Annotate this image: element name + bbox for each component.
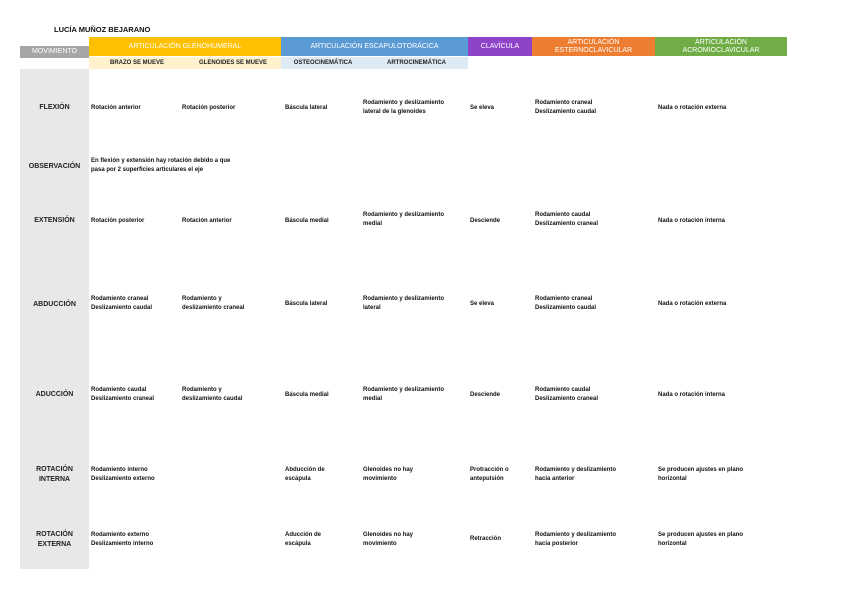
cell-line: Rotación posterior xyxy=(182,105,236,111)
cell-line: Se producen ajustes en plano xyxy=(658,532,744,538)
cell-line: Desciende xyxy=(470,392,501,398)
cell-aduccion-osteo xyxy=(285,391,329,400)
header-escapulotoracica: ARTICULACIÓN ESCAPULOTORÁCICA xyxy=(281,37,468,56)
cell-line: Rodamiento externo xyxy=(91,532,150,538)
header-clavicula: CLAVÍCULA xyxy=(468,37,532,56)
cell-line: Rodamiento craneal xyxy=(91,296,149,302)
cell-line: medial xyxy=(363,221,383,227)
cell-extension-brazo xyxy=(91,217,144,226)
cell-abduccion-clavicula xyxy=(470,300,494,309)
cell-abduccion-esternoclavicular xyxy=(535,295,596,313)
cell-abduccion-brazo xyxy=(91,295,152,313)
cell-aduccion-brazo xyxy=(91,386,154,404)
cell-rot-interna-acromioclavicular xyxy=(658,466,743,484)
cell-aduccion-esternoclavicular xyxy=(535,386,598,404)
cell-line: Rodamiento y deslizamiento xyxy=(363,296,445,302)
cell-line: Deslizamiento craneal xyxy=(91,396,155,402)
cell-line: lateral xyxy=(363,305,381,311)
cell-rot-interna-osteo xyxy=(285,466,325,484)
cell-line: Nada o rotación externa xyxy=(658,105,727,111)
observation-line: pasa por 2 superficies articulares el eje xyxy=(91,167,204,173)
cell-rot-externa-esternoclavicular xyxy=(535,531,616,549)
header-esternoclavicular-line2: ESTERNOCLAVICULAR xyxy=(554,46,633,54)
cell-line: Glenoides no hay xyxy=(363,467,414,473)
cell-line: Rodamiento craneal xyxy=(535,296,593,302)
cell-line: Deslizamiento caudal xyxy=(535,305,597,311)
row-label-rotacion-externa xyxy=(20,529,89,551)
cell-line: lateral de la glenoides xyxy=(363,109,426,115)
cell-extension-clavicula xyxy=(470,217,500,226)
cell-extension-acromioclavicular xyxy=(658,217,725,226)
cell-line: Rodamiento y deslizamiento xyxy=(535,467,617,473)
row-label-line: EXTERNA xyxy=(37,541,72,548)
cell-line: Rodamiento y deslizamiento xyxy=(363,100,445,106)
cell-line: Deslizamiento caudal xyxy=(535,109,597,115)
cell-flexion-artro xyxy=(363,99,444,117)
cell-line: Abducción de xyxy=(285,467,325,473)
cell-line: Deslizamiento caudal xyxy=(91,305,153,311)
subheader-artro: ARTROCINEMÁTICA xyxy=(365,57,468,69)
cell-line: escápula xyxy=(285,541,311,547)
cell-line: deslizamiento craneal xyxy=(182,305,245,311)
header-acromioclavicular xyxy=(655,37,787,56)
cell-aduccion-glenoides xyxy=(182,386,242,404)
cell-line: Deslizamiento interno xyxy=(91,541,154,547)
cell-line: Nada o rotación externa xyxy=(658,301,727,307)
cell-line: Deslizamiento externo xyxy=(91,476,155,482)
cell-line: escápula xyxy=(285,476,311,482)
cell-line: Rodamiento caudal xyxy=(535,387,591,393)
cell-flexion-clavicula xyxy=(470,104,494,113)
cell-line: Báscula medial xyxy=(285,392,329,398)
row-label-flexion: FLEXIÓN xyxy=(39,104,70,111)
header-glenohumeral: ARTICULACIÓN GLENOHUMERAL xyxy=(89,37,281,56)
row-label-line: INTERNA xyxy=(38,476,71,483)
cell-line: deslizamiento caudal xyxy=(182,396,243,402)
cell-line: Desciende xyxy=(470,218,501,224)
cell-rot-interna-esternoclavicular xyxy=(535,466,616,484)
cell-line: Báscula medial xyxy=(285,218,329,224)
row-label-abduccion: ABDUCCIÓN xyxy=(33,301,76,308)
cell-line: Báscula lateral xyxy=(285,301,328,307)
subheader-glenoides: GLENOIDES SE MUEVE xyxy=(185,57,281,69)
cell-line: horizontal xyxy=(658,476,687,482)
cell-line: Retracción xyxy=(470,536,502,542)
cell-line: Rodamiento y deslizamiento xyxy=(535,532,617,538)
cell-rot-externa-brazo xyxy=(91,531,153,549)
cell-line: Se eleva xyxy=(470,105,495,111)
observation-line: En flexión y extensión hay rotación debido a que xyxy=(91,158,231,164)
cell-line: Rodamiento y xyxy=(182,296,222,302)
cell-flexion-brazo xyxy=(91,104,141,113)
author-name: LUCÍA MUÑOZ BEJARANO xyxy=(54,25,151,34)
cell-line: horizontal xyxy=(658,541,687,547)
cell-extension-glenoides xyxy=(182,217,232,226)
movement-column xyxy=(20,69,89,569)
cell-line: hacia posterior xyxy=(535,541,579,547)
cell-line: Rodamiento y deslizamiento xyxy=(363,387,445,393)
cell-line: movimiento xyxy=(363,476,397,482)
cell-line: Rotación anterior xyxy=(182,218,232,224)
cell-extension-osteo xyxy=(285,217,329,226)
cell-aduccion-acromioclavicular xyxy=(658,391,725,400)
cell-abduccion-artro xyxy=(363,295,444,313)
cell-line: Rodamiento caudal xyxy=(535,212,591,218)
cell-rot-externa-osteo xyxy=(285,531,321,549)
cell-line: Báscula lateral xyxy=(285,105,328,111)
row-label-line: ROTACIÓN xyxy=(36,531,73,538)
cell-line: Rotación posterior xyxy=(91,218,145,224)
cell-line: Rodamiento interno xyxy=(91,467,148,473)
cell-aduccion-artro xyxy=(363,386,444,404)
cell-rot-interna-brazo xyxy=(91,466,155,484)
cell-line: Deslizamiento craneal xyxy=(535,221,599,227)
cell-flexion-acromioclavicular xyxy=(658,104,726,113)
cell-rot-externa-artro xyxy=(363,531,413,549)
cell-abduccion-acromioclavicular xyxy=(658,300,726,309)
subheader-osteo: OSTEOCINEMÁTICA xyxy=(281,57,365,69)
cell-line: Deslizamiento craneal xyxy=(535,396,599,402)
cell-flexion-esternoclavicular xyxy=(535,99,596,117)
cell-line: medial xyxy=(363,396,383,402)
cell-rot-externa-acromioclavicular xyxy=(658,531,743,549)
cell-aduccion-clavicula xyxy=(470,391,500,400)
cell-line: Rotación anterior xyxy=(91,105,141,111)
row-label-aduccion: ADUCCIÓN xyxy=(35,391,74,398)
header-esternoclavicular xyxy=(532,37,655,56)
cell-line: Aducción de xyxy=(285,532,322,538)
cell-line: Rodamiento craneal xyxy=(535,100,593,106)
cell-line: movimiento xyxy=(363,541,397,547)
cell-abduccion-osteo xyxy=(285,300,327,309)
cell-rot-interna-clavicula xyxy=(470,466,509,484)
cell-extension-artro xyxy=(363,211,444,229)
cell-line: Nada o rotación interna xyxy=(658,392,726,398)
cell-line: antepulsión xyxy=(470,476,504,482)
cell-line: Rodamiento caudal xyxy=(91,387,147,393)
cell-flexion-osteo xyxy=(285,104,327,113)
row-label-rotacion-interna xyxy=(20,464,89,486)
row-label-observacion: OBSERVACIÓN xyxy=(28,163,81,170)
cell-rot-externa-clavicula xyxy=(470,535,501,544)
header-acromioclavicular-line2: ACROMIOCLAVICULAR xyxy=(682,46,760,54)
header-acromioclavicular-line1: ARTICULACIÓN xyxy=(695,38,747,46)
cell-line: Se eleva xyxy=(470,301,495,307)
header-esternoclavicular-line1: ARTICULACIÓN xyxy=(567,38,620,46)
cell-line: Se producen ajustes en plano xyxy=(658,467,744,473)
row-label-extension: EXTENSIÓN xyxy=(34,217,75,224)
subheader-brazo: BRAZO SE MUEVE xyxy=(89,57,185,69)
cell-rot-interna-artro xyxy=(363,466,413,484)
cell-line: Glenoides no hay xyxy=(363,532,414,538)
cell-line: Protracción o xyxy=(470,467,509,473)
cell-extension-esternoclavicular xyxy=(535,211,598,229)
cell-line: hacia anterior xyxy=(535,476,575,482)
cell-line: Rodamiento y xyxy=(182,387,222,393)
cell-abduccion-glenoides xyxy=(182,295,244,313)
cell-line: Rodamiento y deslizamiento xyxy=(363,212,445,218)
header-movimiento: MOVIMIENTO xyxy=(20,46,89,58)
cell-flexion-glenoides xyxy=(182,104,235,113)
cell-line: Nada o rotación interna xyxy=(658,218,726,224)
observation-text xyxy=(91,157,276,175)
row-label-line: ROTACIÓN xyxy=(36,466,73,473)
